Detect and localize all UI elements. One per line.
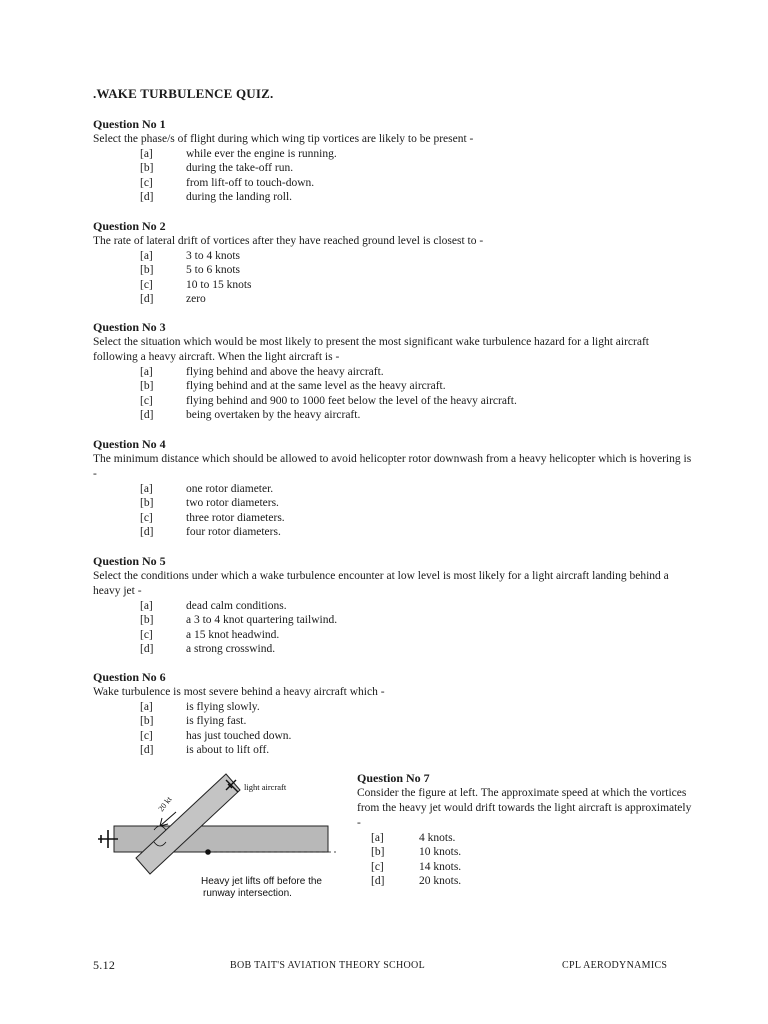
- figure-caption-line-2: runway intersection.: [203, 888, 292, 899]
- option-a: [93, 147, 693, 161]
- option-text: flying behind and above the heavy aircraft.: [186, 366, 384, 378]
- option-b: [93, 496, 693, 510]
- option-text: two rotor diameters.: [186, 497, 279, 510]
- option-c: [93, 278, 693, 292]
- option-text: zero: [186, 293, 206, 306]
- question-heading: Question No 2: [93, 219, 166, 233]
- question-1: [93, 117, 693, 205]
- option-text: a strong crosswind.: [186, 643, 276, 656]
- option-text: 14 knots.: [419, 860, 462, 873]
- option-letter: [c]: [140, 511, 153, 524]
- option-c: [93, 628, 693, 642]
- option-letter: [d]: [140, 744, 154, 757]
- question-text: The minimum distance which should be allowed to avoid helicopter rotor downwash from a heavy helicopter which is hovering is -: [93, 453, 692, 480]
- option-b: [93, 714, 693, 728]
- option-text: 4 knots.: [419, 832, 456, 844]
- option-letter: [d]: [140, 293, 154, 306]
- option-letter: [c]: [140, 729, 153, 742]
- option-letter: [c]: [140, 278, 153, 291]
- option-text: is flying fast.: [186, 715, 247, 728]
- option-text: a 15 knot headwind.: [186, 628, 280, 641]
- question-3: [93, 320, 693, 423]
- question-6: [93, 670, 693, 758]
- option-text: 10 knots.: [419, 846, 462, 859]
- option-letter: [b]: [140, 497, 154, 510]
- option-d: [93, 190, 693, 204]
- option-letter: [d]: [140, 409, 154, 422]
- option-a: [357, 831, 697, 845]
- question-5: [93, 554, 693, 657]
- option-letter: [a]: [140, 701, 153, 713]
- option-d: [93, 408, 693, 422]
- question-heading: Question No 3: [93, 320, 166, 334]
- light-aircraft-label: light aircraft: [244, 782, 287, 792]
- question-text: Consider the figure at left. The approximate speed at which the vortices from the heavy jet would drift towards the light aircraft is approximately -: [357, 787, 692, 829]
- question-text: Select the phase/s of flight during which wing tip vortices are likely to be present -: [93, 133, 474, 145]
- option-c: [93, 511, 693, 525]
- question-heading: Question No 4: [93, 437, 166, 451]
- option-letter: [b]: [140, 380, 154, 393]
- option-letter: [b]: [140, 715, 154, 728]
- option-a: [93, 365, 693, 379]
- option-text: three rotor diameters.: [186, 511, 285, 524]
- option-text: during the take-off run.: [186, 162, 294, 175]
- option-c: [93, 176, 693, 190]
- option-letter: [a]: [371, 832, 384, 844]
- question-text: Select the conditions under which a wake turbulence encounter at low level is most likely for a light aircraft landing behind a heavy jet -: [93, 570, 669, 597]
- question-4: [93, 437, 693, 540]
- option-letter: [c]: [140, 176, 153, 189]
- crossing-runway: [136, 774, 240, 874]
- option-text: a 3 to 4 knot quartering tailwind.: [186, 614, 338, 627]
- option-c: [357, 860, 697, 874]
- option-b: [93, 613, 693, 627]
- page-number: 5.12: [93, 958, 116, 972]
- option-letter: [b]: [140, 162, 154, 175]
- option-a: [93, 599, 693, 613]
- option-letter: [b]: [140, 614, 154, 627]
- runway-diagram: [96, 772, 346, 902]
- option-letter: [c]: [371, 860, 384, 873]
- question-heading: Question No 6: [93, 670, 166, 684]
- question-2: [93, 219, 693, 307]
- option-text: 3 to 4 knots: [186, 250, 240, 262]
- option-b: [93, 379, 693, 393]
- runway-intersection-figure: [96, 772, 346, 902]
- option-text: flying behind and at the same level as the heavy aircraft.: [186, 380, 446, 393]
- option-text: being overtaken by the heavy aircraft.: [186, 409, 361, 422]
- option-a: [93, 700, 693, 714]
- footer-subject: CPL AERODYNAMICS: [562, 960, 668, 971]
- option-text: four rotor diameters.: [186, 526, 281, 539]
- option-text: 20 knots.: [419, 875, 462, 888]
- option-letter: [d]: [140, 191, 154, 204]
- option-letter: [a]: [140, 366, 153, 378]
- question-text: The rate of lateral drift of vortices after they have reached ground level is closest to -: [93, 235, 484, 247]
- question-7: [357, 771, 697, 889]
- option-letter: [a]: [140, 250, 153, 262]
- option-d: [93, 743, 693, 757]
- option-letter: [a]: [140, 148, 153, 160]
- question-text: Wake turbulence is most severe behind a heavy aircraft which -: [93, 686, 385, 698]
- option-letter: [d]: [140, 643, 154, 656]
- option-letter: [d]: [140, 526, 154, 539]
- option-text: is flying slowly.: [186, 701, 260, 713]
- figure-caption-line-1: Heavy jet lifts off before the: [201, 876, 322, 887]
- footer-school-name: BOB TAIT'S AVIATION THEORY SCHOOL: [230, 960, 425, 971]
- option-b: [93, 161, 693, 175]
- option-text: dead calm conditions.: [186, 600, 287, 612]
- option-text: has just touched down.: [186, 729, 292, 742]
- option-text: while ever the engine is running.: [186, 148, 337, 160]
- option-letter: [c]: [140, 394, 153, 407]
- option-text: flying behind and 900 to 1000 feet below the level of the heavy aircraft.: [186, 394, 517, 407]
- option-d: [93, 525, 693, 539]
- option-d: [93, 642, 693, 656]
- question-heading: Question No 7: [357, 771, 430, 785]
- question-heading: Question No 5: [93, 554, 166, 568]
- option-letter: [d]: [371, 875, 385, 888]
- option-text: from lift-off to touch-down.: [186, 176, 315, 189]
- option-c: [93, 729, 693, 743]
- page-title: .WAKE TURBULENCE QUIZ.: [93, 86, 274, 101]
- option-c: [93, 394, 693, 408]
- option-text: is about to lift off.: [186, 744, 270, 757]
- option-a: [93, 482, 693, 496]
- wind-speed-label: 20 kt: [156, 794, 174, 814]
- option-letter: [b]: [371, 846, 385, 859]
- question-heading: Question No 1: [93, 117, 166, 131]
- option-letter: [b]: [140, 264, 154, 277]
- option-text: 5 to 6 knots: [186, 264, 240, 277]
- option-letter: [a]: [140, 483, 153, 495]
- option-text: during the landing roll.: [186, 191, 293, 204]
- option-letter: [a]: [140, 600, 153, 612]
- option-b: [357, 845, 697, 859]
- question-text: Select the situation which would be most likely to present the most significant wake turbulence hazard for a light aircraft following a heavy aircraft. When the light aircraft is -: [93, 336, 649, 363]
- option-b: [93, 263, 693, 277]
- option-d: [357, 874, 697, 888]
- option-letter: [c]: [140, 628, 153, 641]
- option-text: 10 to 15 knots: [186, 278, 252, 291]
- option-a: [93, 249, 693, 263]
- option-text: one rotor diameter.: [186, 483, 274, 495]
- option-d: [93, 292, 693, 306]
